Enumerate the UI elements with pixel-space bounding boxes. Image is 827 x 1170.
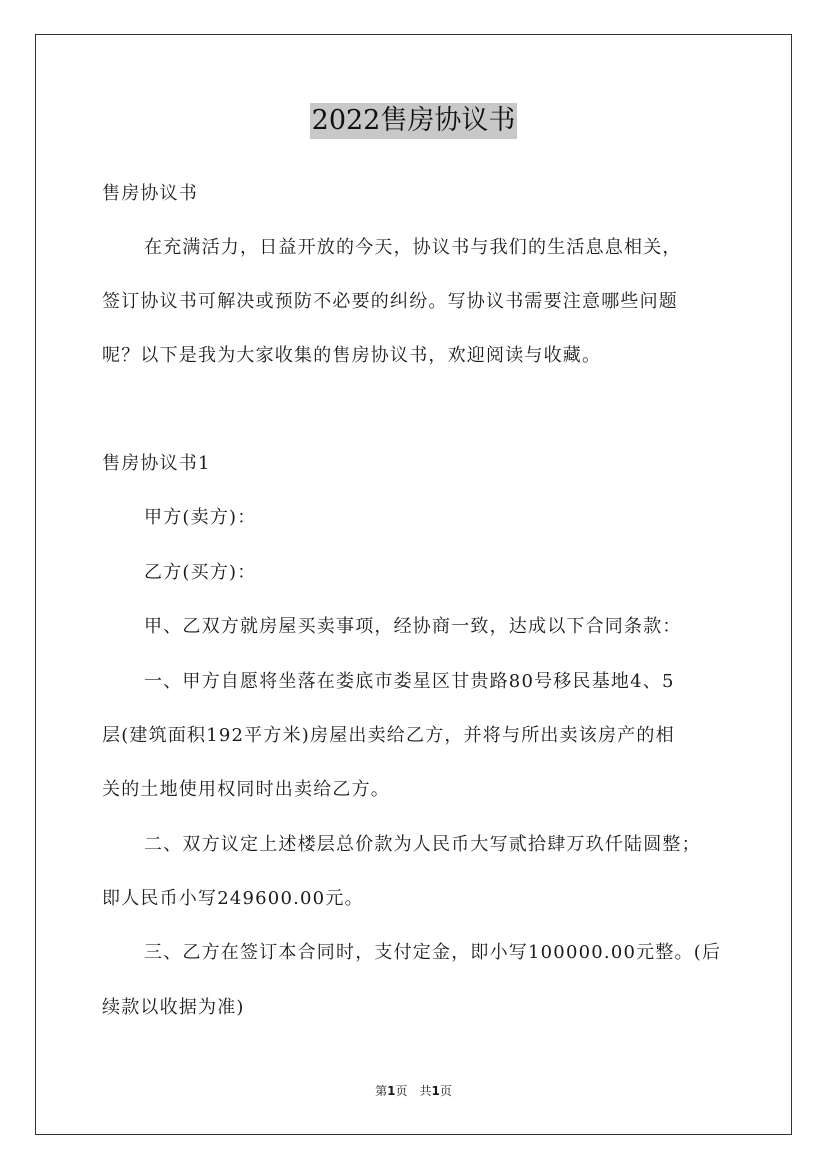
paragraph-line: 签订协议书可解决或预防不必要的纠纷。写协议书需要注意哪些问题 (102, 291, 678, 312)
section-heading: 售房协议书1 (102, 453, 211, 474)
page-footer (0, 1083, 827, 1099)
paragraph-line: 甲、乙双方就房屋买卖事项，经协商一致，达成以下合同条款： (144, 616, 682, 637)
footer-page-mid: 页 共 (395, 1084, 432, 1098)
document-title: 2022售房协议书 (310, 103, 518, 139)
clause-line: 层(建筑面积192平方米)房屋出卖给乙方，并将与所出卖该房产的相 (102, 725, 675, 746)
title-container (0, 103, 827, 139)
party-b-line: 乙方(买方)： (144, 562, 257, 583)
clause-line: 关的土地使用权同时出卖给乙方。 (102, 779, 390, 800)
clause-line: 即人民币小写249600.00元。 (102, 888, 364, 909)
clause-line: 二、双方议定上述楼层总价款为人民币大写贰拾肆万玖仟陆圆整； (144, 834, 701, 855)
clause-line: 一、甲方自愿将坐落在娄底市娄星区甘贵路80号移民基地4、5 (144, 671, 675, 692)
paragraph-line: 在充满活力，日益开放的今天，协议书与我们的生活息息相关， (144, 237, 682, 258)
clause-line: 三、乙方在签订本合同时，支付定金，即小写100000.00元整。(后 (144, 942, 722, 963)
footer-page-suffix: 页 (439, 1084, 452, 1098)
party-a-line: 甲方(卖方)： (144, 507, 257, 528)
footer-page-number: 1 (387, 1084, 396, 1098)
footer-page-total: 1 (431, 1084, 440, 1098)
paragraph-line: 呢？以下是我为大家收集的售房协议书，欢迎阅读与收藏。 (102, 345, 602, 366)
footer-page-prefix: 第 (375, 1084, 388, 1098)
clause-line: 续款以收据为准) (102, 997, 245, 1018)
section-heading: 售房协议书 (102, 183, 198, 204)
